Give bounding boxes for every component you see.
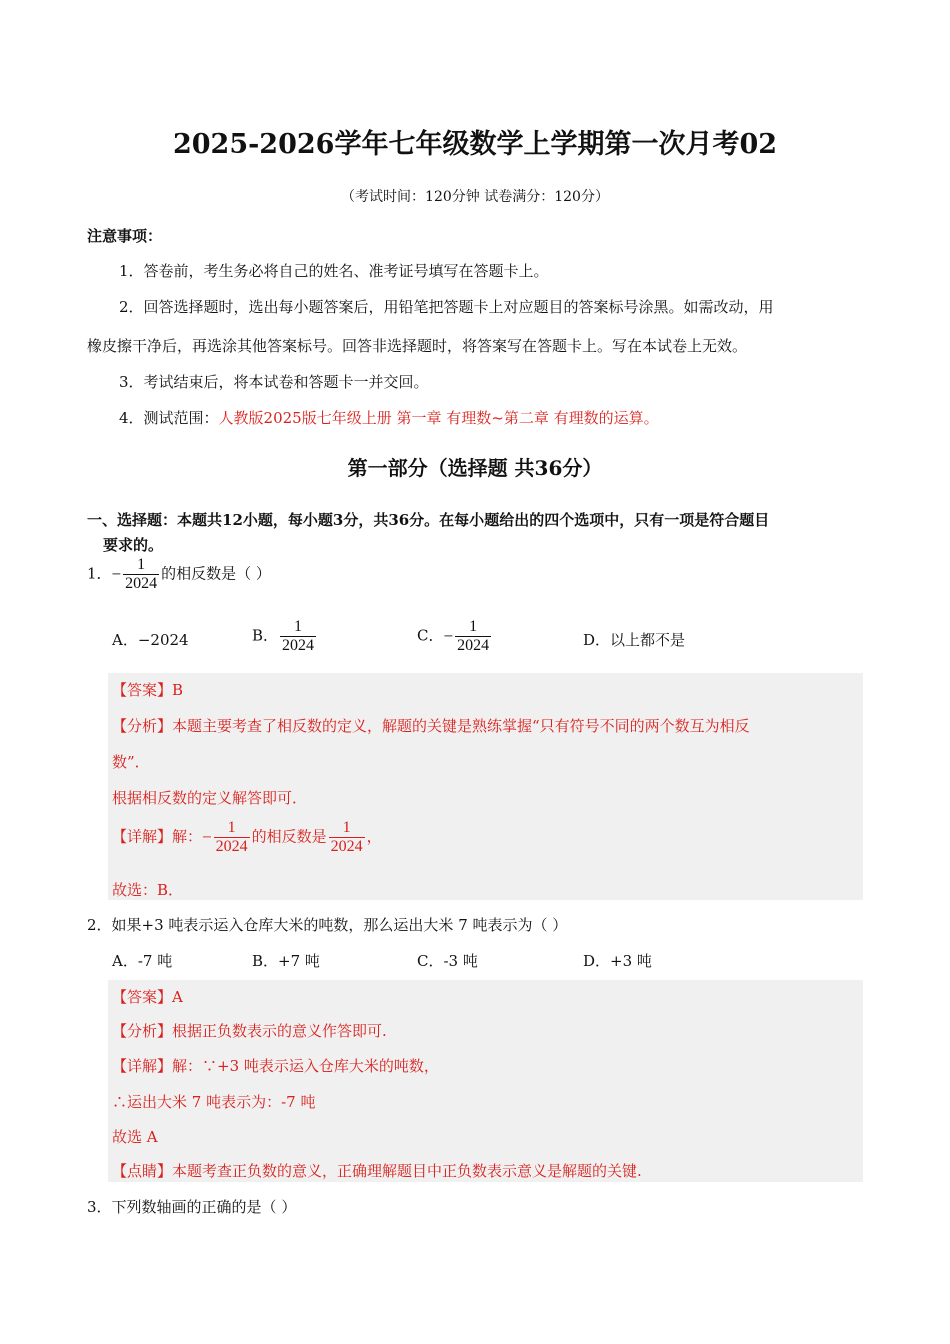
fraction-numerator: 1 xyxy=(137,556,146,573)
section-instruction-line-1: 一、选择题：本题共12小题，每小题3分，共36分。在每小题给出的四个选项中，只有一项是符合题目 xyxy=(87,511,770,529)
question-2-detail: 【详解】解：∵+3 吨表示运入仓库大米的吨数， xyxy=(112,1057,439,1075)
notice-item-4 xyxy=(119,407,659,428)
question-1-analysis-line-1: 【分析】本题主要考查了相反数的定义，解题的关键是熟练掌握“只有符号不同的两个数互为相反 xyxy=(112,717,750,735)
question-2-stem: 2．如果+3 吨表示运入仓库大米的吨数，那么运出大米 7 吨表示为（ ） xyxy=(87,916,568,934)
fraction-denominator: 2024 xyxy=(125,575,158,592)
question-1-option-a: A．−2024 xyxy=(112,631,189,649)
notice-item-3: 3．考试结束后，将本试卷和答题卡一并交回。 xyxy=(119,373,429,391)
question-1-fraction xyxy=(123,556,159,593)
question-1-stem-tail: 的相反数是（ ） xyxy=(161,564,271,583)
question-2-solution-box xyxy=(108,980,863,1182)
section-instruction-line-2: 要求的。 xyxy=(103,536,164,554)
option-c-fraction xyxy=(455,618,491,655)
question-1-number: 1． xyxy=(87,564,112,583)
fraction-numerator: 1 xyxy=(227,819,236,836)
question-1-detail xyxy=(112,819,382,856)
detail-end: ， xyxy=(366,827,382,846)
question-2-option-a: A．-7 吨 xyxy=(112,952,173,970)
detail-fraction-2 xyxy=(329,819,365,856)
option-b-fraction xyxy=(280,618,316,655)
option-c-label: C． xyxy=(417,626,444,645)
exam-title: 2025-2026学年七年级数学上学期第一次月考02 xyxy=(172,129,778,160)
question-2-option-c: C．-3 吨 xyxy=(417,952,478,970)
question-1-conclusion: 故选：B． xyxy=(112,881,184,899)
question-2-point: 【点睛】本题考查正负数的意义，正确理解题目中正负数表示意义是解题的关键. xyxy=(112,1162,642,1180)
question-1-analysis-line-2: 数”． xyxy=(112,753,150,771)
question-1-option-c xyxy=(417,618,493,655)
part-one-title: 第一部分（选择题 共36分） xyxy=(347,456,603,480)
detail-label: 【详解】解： xyxy=(112,827,203,846)
exam-subtitle: （考试时间：120分钟 试卷满分：120分） xyxy=(341,189,609,205)
notice-item-1: 1．答卷前，考生务必将自己的姓名、准考证号填写在答题卡上。 xyxy=(119,262,549,280)
question-1-stem xyxy=(87,556,271,593)
fraction-numerator: 1 xyxy=(469,618,478,635)
question-2-analysis: 【分析】根据正负数表示的意义作答即可. xyxy=(112,1022,387,1040)
option-c-minus: − xyxy=(443,626,454,646)
fraction-denominator: 2024 xyxy=(215,838,248,855)
fraction-numerator: 1 xyxy=(342,819,351,836)
question-2-conclusion: 故选 A xyxy=(112,1128,158,1146)
notice-item-4-range: 人教版2025版七年级上册 第一章 有理数~第二章 有理数的运算。 xyxy=(218,409,659,427)
question-2-option-d: D．+3 吨 xyxy=(583,952,652,970)
detail-middle-text: 的相反数是 xyxy=(251,827,327,846)
fraction-denominator: 2024 xyxy=(282,637,315,654)
detail-fraction-1 xyxy=(214,819,250,856)
option-b-label: B． xyxy=(252,626,279,645)
question-2-detail-2: ∴运出大米 7 吨表示为：-7 吨 xyxy=(112,1093,316,1111)
question-1-option-d: D．以上都不是 xyxy=(583,631,686,649)
fraction-denominator: 2024 xyxy=(457,637,490,654)
question-1-option-b xyxy=(252,618,318,655)
notice-heading: 注意事项： xyxy=(87,227,163,245)
fraction-denominator: 2024 xyxy=(330,838,363,855)
notice-item-2-line-2: 橡皮擦干净后，再选涂其他答案标号。回答非选择题时，将答案写在答题卡上。写在本试卷上无效。 xyxy=(87,337,748,355)
question-2-answer: 【答案】A xyxy=(112,988,183,1006)
question-2-option-b: B．+7 吨 xyxy=(252,952,320,970)
fraction-numerator: 1 xyxy=(294,618,303,635)
question-1-analysis-line-3: 根据相反数的定义解答即可． xyxy=(112,789,308,807)
question-1-answer: 【答案】B xyxy=(112,681,184,699)
detail-minus: − xyxy=(202,827,212,847)
question-3-stem: 3．下列数轴画的正确的是（ ） xyxy=(87,1198,297,1216)
notice-item-4-label: 4．测试范围： xyxy=(119,409,219,427)
question-1-minus: − xyxy=(111,564,122,584)
notice-item-2-line-1: 2．回答选择题时，选出每小题答案后，用铅笔把答题卡上对应题目的答案标号涂黑。如需改动，用 xyxy=(119,298,774,316)
